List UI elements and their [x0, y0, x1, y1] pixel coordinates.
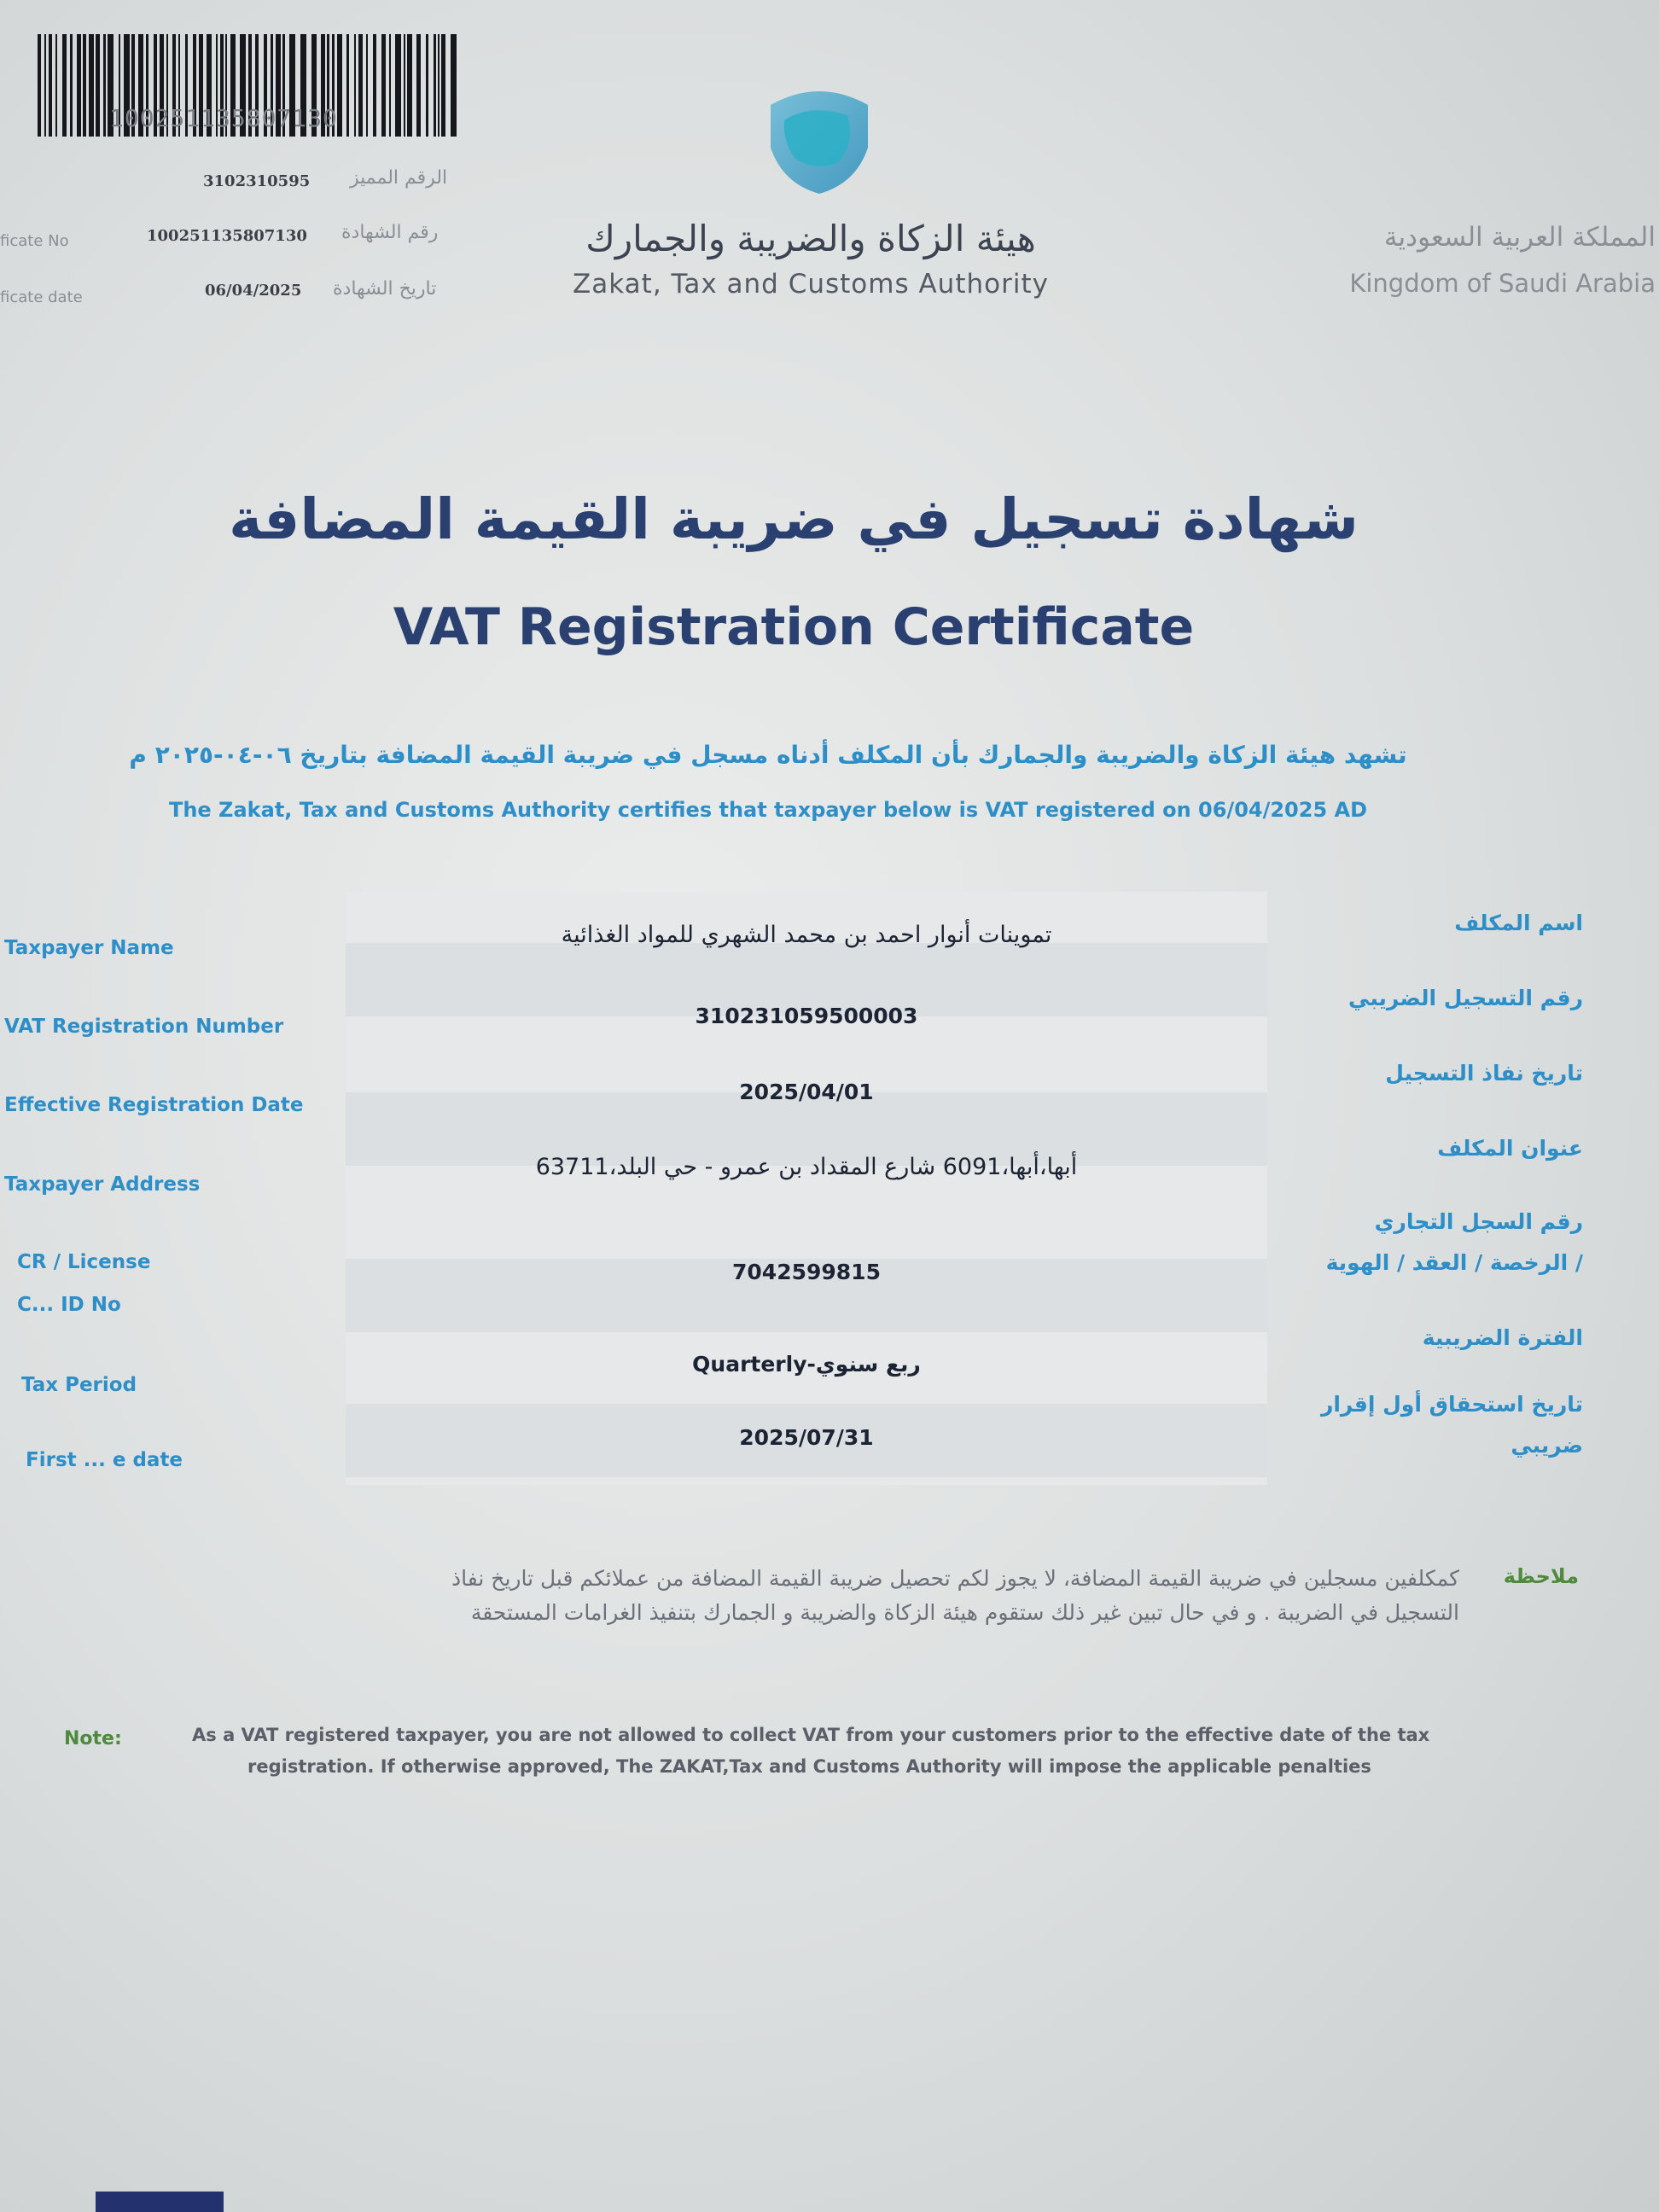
certificate-date-value: 06/04/2025 [205, 282, 302, 300]
label-address-ar: عنوان المكلف [1437, 1136, 1583, 1161]
note-text-arabic [239, 1562, 1459, 1630]
details-table [346, 892, 1267, 1485]
barcode-number: 100251135807130 [109, 104, 338, 132]
distinct-number-label: الرقم المميز [350, 167, 448, 189]
corner-mark [96, 2192, 224, 2212]
certificate-no-label-ar: رقم الشهادة [341, 222, 439, 243]
label-first-return-ar: تاريخ استحقاق أول إقرار [1320, 1392, 1583, 1417]
barcode-bar [44, 34, 46, 137]
barcode-bar [49, 34, 52, 137]
label-first-return-en: First ... e date [26, 1449, 183, 1471]
kingdom-name-english: Kingdom of Saudi Arabia [1349, 269, 1656, 298]
certificate-no-label-en: ficate No [0, 232, 69, 250]
authority-name-arabic: هيئة الزكاة والضريبة والجمارك [585, 218, 1036, 259]
barcode-bar [103, 34, 106, 137]
certificate-date-label-ar: تاريخ الشهادة [333, 278, 437, 300]
barcode-bar [96, 34, 100, 137]
value-effective-date: 2025/04/01 [739, 1080, 874, 1104]
label-effective-date-en: Effective Registration Date [4, 1094, 304, 1116]
note-label-english: Note: [64, 1728, 122, 1749]
barcode-bar [83, 34, 86, 137]
label-tax-period-ar: الفترة الضريبية [1422, 1325, 1583, 1350]
value-first-return-date: 2025/07/31 [739, 1425, 874, 1450]
label-taxpayer-name-en: Taxpayer Name [4, 937, 174, 959]
certification-statement-english: The Zakat, Tax and Customs Authority certifies that taxpayer below is VAT registered on 06/04/2025 AD [168, 798, 1368, 822]
certification-statement-arabic: تشهد هيئة الزكاة والضريبة والجمارك بأن المكلف أدناه مسجل في ضريبة القيمة المضافة بتاريخ ٠٦-٠٤-٢٠٢٥ م [129, 741, 1407, 769]
note-label-arabic: ملاحظة [1503, 1564, 1579, 1588]
note-text-english [192, 1720, 1472, 1783]
label-vat-number-ar: رقم التسجيل الضريبي [1348, 986, 1583, 1010]
barcode-bar [55, 34, 57, 137]
note-arabic-line-2: التسجيل في الضريبة . و في حال تبين غير ذلك ستقوم هيئة الزكاة والضريبة و الجمارك بتنفيذ الغرامات المستحقة [470, 1600, 1459, 1625]
value-tax-period: ربع سنوي-Quarterly [692, 1352, 921, 1377]
authority-name-english: Zakat, Tax and Customs Authority [573, 269, 1049, 300]
distinct-number-value: 3102310595 [203, 172, 311, 190]
value-taxpayer-name: تموينات أنوار احمد بن محمد الشهري للمواد الغذائية [561, 922, 1052, 948]
value-cr-license: 7042599815 [732, 1260, 881, 1284]
certificate-title-arabic: شهادة تسجيل في ضريبة القيمة المضافة [229, 486, 1359, 552]
note-english-line-2: registration. If otherwise approved, The ZAKAT,Tax and Customs Authority will impose the applicable penalties [247, 1755, 1371, 1777]
barcode-bar [77, 34, 81, 137]
value-vat-number: 310231059500003 [695, 1004, 918, 1028]
label-first-return-ar-2: ضريبي [1511, 1433, 1583, 1458]
label-address-en: Taxpayer Address [4, 1173, 201, 1196]
barcode-bar [62, 34, 67, 137]
certificate-no-value: 100251135807130 [147, 227, 307, 245]
label-cr-license-en: CR / License [17, 1251, 151, 1273]
certificate-title-english: VAT Registration Certificate [393, 597, 1195, 657]
label-cr-license-ar-2: / الرخصة / العقد / الهوية [1325, 1250, 1583, 1275]
label-vat-number-en: VAT Registration Number [4, 1016, 284, 1038]
label-tax-period-en: Tax Period [21, 1374, 137, 1396]
barcode-bar [38, 34, 41, 137]
note-arabic-line-1: كمكلفين مسجلين في ضريبة القيمة المضافة، لا يجوز لكم تحصيل ضريبة القيمة المضافة من عملائكم قبل تاريخ نفاذ [451, 1566, 1459, 1591]
barcode-bar [89, 34, 94, 137]
barcode-bar [70, 34, 73, 137]
certificate-date-label-en: ficate date [0, 288, 83, 306]
kingdom-name-arabic: المملكة العربية السعودية [1383, 222, 1656, 253]
zatca-logo-icon [755, 81, 883, 196]
note-english-line-1: As a VAT registered taxpayer, you are not allowed to collect VAT from your customers prior to the effective date of the tax [192, 1725, 1430, 1745]
label-taxpayer-name-ar: اسم المكلف [1454, 911, 1583, 935]
value-address: أبها،أبها،6091 شارع المقداد بن عمرو - حي البلد،63711 [535, 1154, 1078, 1180]
label-effective-date-ar: تاريخ نفاذ التسجيل [1385, 1061, 1583, 1086]
label-cr-license-ar: رقم السجل التجاري [1374, 1209, 1583, 1234]
label-cr-id-en: C... ID No [17, 1294, 121, 1316]
